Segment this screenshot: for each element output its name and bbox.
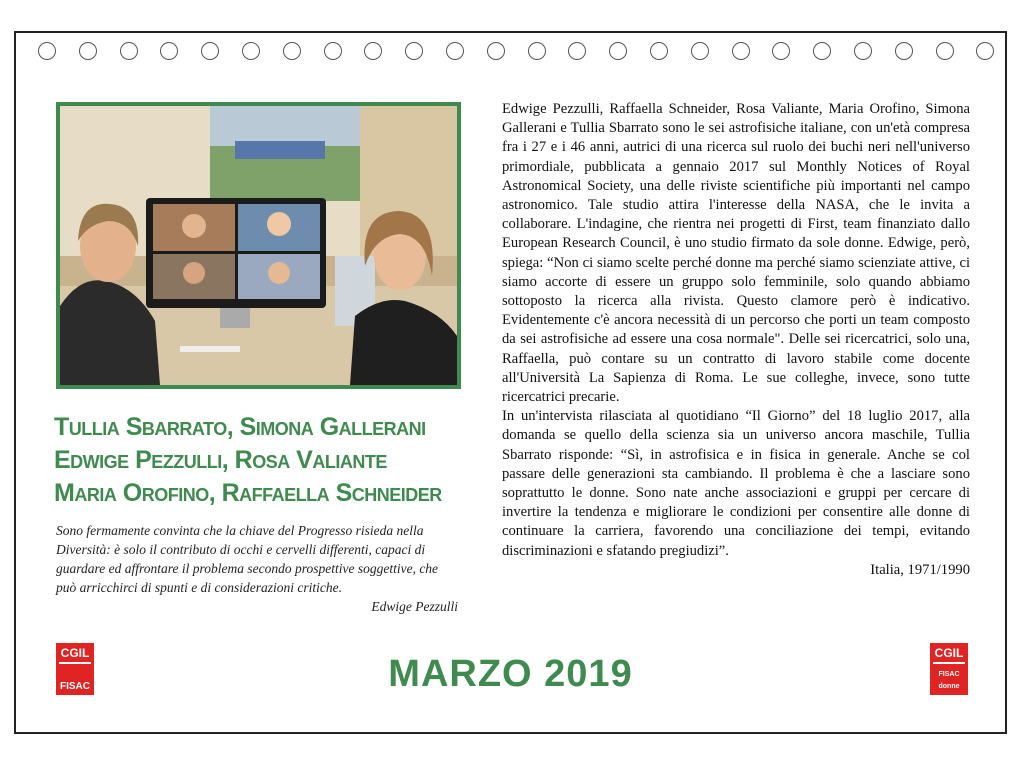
binding-ring <box>364 42 382 60</box>
binding-ring <box>568 42 586 60</box>
binding-ring <box>446 42 464 60</box>
researchers-names <box>54 411 474 510</box>
names-line: Tullia Sbarrato, Simona Gallerani <box>54 413 426 441</box>
binding-ring <box>936 42 954 60</box>
binding-ring <box>732 42 750 60</box>
quote-block <box>56 521 458 616</box>
binding-ring <box>528 42 546 60</box>
article-body <box>502 100 970 580</box>
binding-ring <box>160 42 178 60</box>
binding-ring <box>120 42 138 60</box>
article-signature: Italia, 1971/1990 <box>870 561 970 578</box>
binding-rings <box>38 42 998 64</box>
binding-ring <box>38 42 56 60</box>
group-photo <box>56 102 461 389</box>
quote-author: Edwige Pezzulli <box>371 599 458 614</box>
binding-ring <box>242 42 260 60</box>
logo-bottom-text: FISAC <box>60 681 90 692</box>
logo-divider <box>933 662 965 664</box>
binding-ring <box>405 42 423 60</box>
article-paragraph: Edwige Pezzulli, Raffaella Schneider, Rosa Valiante, Maria Orofino, Simona Gallerani e Tullia Sbarrato sono le sei astrofisiche italiane, con un'età compresa fra i 27 e i 46 anni, autrici di una ricerca sul ruolo dei buchi neri nell'universo primordiale, pubblicata a gennaio 2017 sul Monthly Notices of Royal Astronomical Society, una delle riviste scientifiche più importanti nel campo astronomico. Tale studio attira l'interesse della NASA, che le invita a collaborare. L'indagine, che rientra nei progetti di First, team finanziato dallo European Research Council, è uno studio firmato da sole donne. Edwige, però, spiega: “Non ci siamo scelte perché donne ma perché siamo scienziate attive, ci siamo accorte di essere un gruppo solo femminile, solo quando abbiamo sottoposto la ricerca alla rivista. Questo clamore però è indicativo. Evidentemente c'è ancora necessità di un percorso che porti un team composto da sei astrofisiche ad essere una cosa normale". Delle sei ricercatrici, solo una, Raffaella, può contare su un contratto di lavoro stabile come docente all'Università La Sapienza di Roma. Le sue colleghe, invece, sono tutte ricercatrici precarie. <box>502 101 970 406</box>
binding-ring <box>609 42 627 60</box>
binding-ring <box>324 42 342 60</box>
calendar-page <box>14 31 1007 734</box>
binding-ring <box>895 42 913 60</box>
logo-top-text: CGIL <box>934 646 964 660</box>
binding-ring <box>813 42 831 60</box>
binding-ring <box>650 42 668 60</box>
binding-ring <box>854 42 872 60</box>
names-line: Edwige Pezzulli, Rosa Valiante <box>54 446 387 474</box>
logo-top-text: CGIL <box>60 646 90 660</box>
cgil-fisac-donne-logo <box>930 643 968 695</box>
binding-ring <box>283 42 301 60</box>
binding-ring <box>201 42 219 60</box>
video-call-photo-icon <box>60 106 457 385</box>
binding-ring <box>976 42 994 60</box>
binding-ring <box>79 42 97 60</box>
binding-ring <box>691 42 709 60</box>
quote-text: Sono fermamente convinta che la chiave del Progresso risieda nella Diversità: è solo il contributo di occhi e cervelli differenti, capaci di guardare ed affrontare il problema secondo prospettive soggettive, che può arricchirci di spunti e di considerazioni critiche. <box>56 523 439 595</box>
logo-bottom-text: FISAC donne <box>938 671 960 690</box>
binding-ring <box>772 42 790 60</box>
article-paragraph: In un'intervista rilasciata al quotidiano “Il Giorno” del 18 luglio 2017, alla domanda se quello della scienza sia un universo ancora maschile, Tullia Sbarrato risponde: “Sì, in astrofisica e in fisica in generale. Anche se col passare delle generazioni sta cambiando. Il problema è che a lasciare sono soprattutto le donne. Sono nate anche associazioni e gruppi per cercare di invertire la tendenza e migliorare le condizioni per consentire alle donne di continuare la carriera, favorendo una conciliazione dei tempi, evitando discriminazioni e sfatando pregiudizi”. <box>502 408 970 559</box>
binding-ring <box>487 42 505 60</box>
month-title: MARZO 2019 <box>388 653 633 695</box>
names-line: Maria Orofino, Raffaella Schneider <box>54 479 442 507</box>
